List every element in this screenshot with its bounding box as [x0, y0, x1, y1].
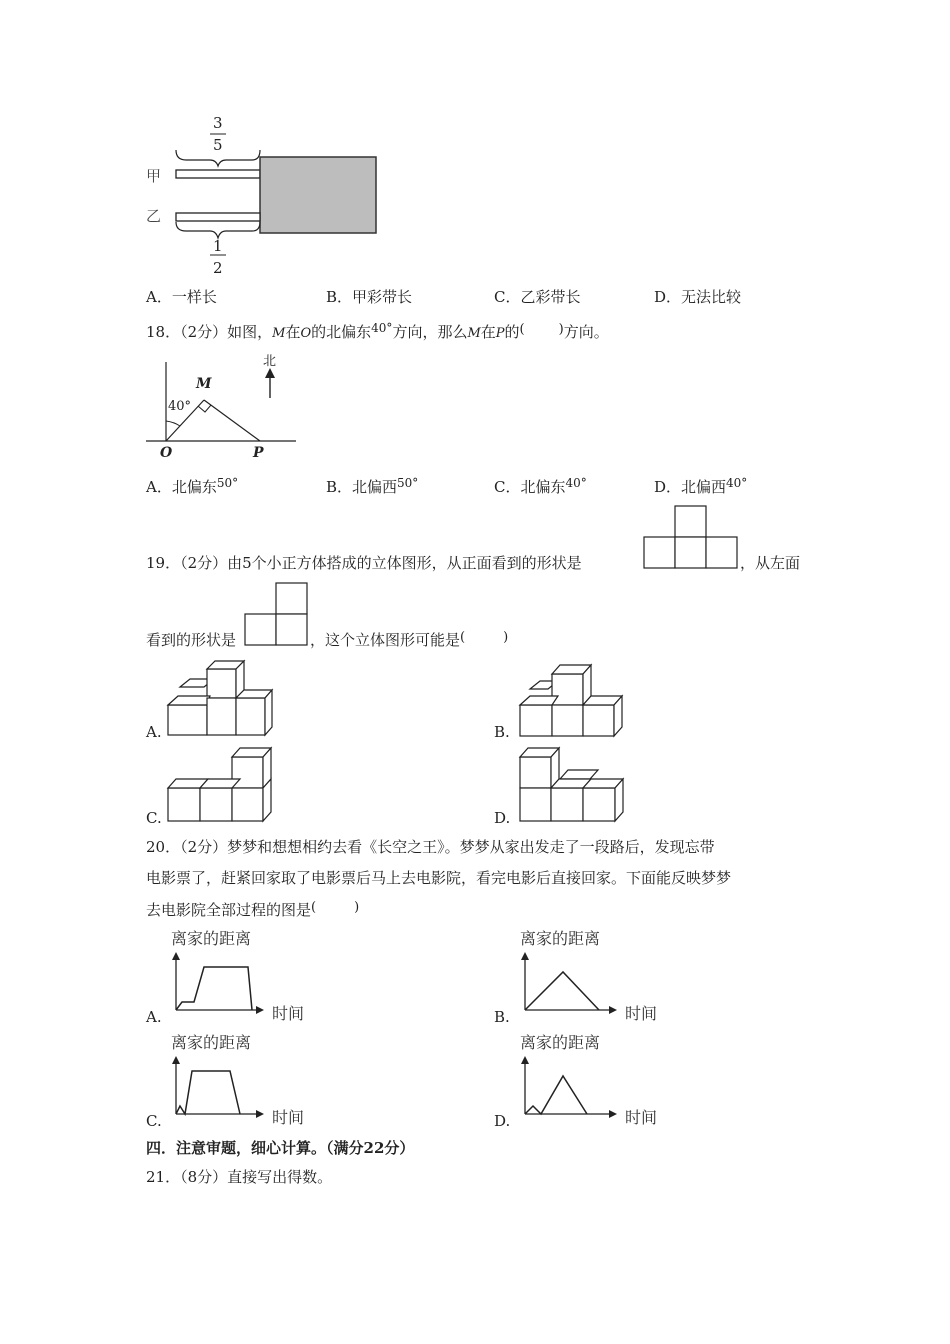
q20-line1: 20．（2分）梦梦和想想相约去看《长空之王》。梦梦从家出发走了一段路后，发现忘带 — [146, 838, 715, 856]
fig-p-label: P — [253, 445, 264, 461]
q19-figure-b[interactable] — [518, 660, 630, 740]
frac-top-num: 3 — [213, 114, 223, 132]
q18-stem: 18．（2分）如图，M在O的北偏东$^{40^\circ}$方向，那么M在P的( )方向。 — [146, 321, 609, 341]
fig-angle-label: 40° — [168, 399, 192, 414]
left-view-figure — [244, 582, 310, 648]
q18-option-b[interactable]: B．北偏西$^{50^\circ}$ — [326, 476, 419, 496]
fig-north-label: 北 — [263, 354, 277, 369]
q19-figure-d[interactable] — [518, 745, 630, 825]
graph-c-ylabel: 离家的距离 — [171, 1033, 252, 1052]
q17-option-d[interactable]: D．无法比较 — [654, 288, 742, 306]
q20-graph-a[interactable] — [168, 950, 268, 1020]
q19-line1-end: ，从左面 — [740, 554, 801, 572]
q18-option-d[interactable]: D．北偏西$^{40^\circ}$ — [654, 476, 748, 496]
graph-d-ylabel: 离家的距离 — [520, 1033, 601, 1052]
q17-option-b[interactable]: B．甲彩带长 — [326, 288, 413, 306]
q17-option-a[interactable]: A．一样长 — [146, 288, 217, 306]
q18-option-c[interactable]: C．北偏东$^{40^\circ}$ — [494, 476, 587, 496]
ribbon-jia — [176, 170, 260, 178]
q20-graph-b[interactable] — [517, 950, 621, 1020]
right-angle-mark — [198, 405, 211, 412]
q20-graph-d[interactable] — [517, 1054, 621, 1124]
frac-bottom-num: 1 — [213, 237, 223, 255]
q19-line2-start: 看到的形状是 — [146, 631, 237, 649]
q20-line3: 去电影院全部过程的图是( ) — [146, 900, 360, 919]
q19-figure-a[interactable] — [166, 658, 278, 738]
angle-arc — [166, 421, 180, 426]
fig-o-label: O — [160, 445, 173, 461]
q20-option-b[interactable]: B. — [494, 1008, 510, 1026]
q19-option-c[interactable]: C. — [146, 809, 162, 827]
graph-d-xlabel: 时间 — [625, 1108, 658, 1127]
front-view-figure — [643, 505, 739, 569]
q18-option-a[interactable]: A．北偏东$^{50^\circ}$ — [146, 476, 239, 496]
fig-m-label: M — [196, 376, 212, 392]
frac-top-den: 5 — [213, 136, 223, 154]
q19-figure-c[interactable] — [166, 745, 278, 825]
q19-option-b[interactable]: B. — [494, 723, 510, 741]
mp-line — [204, 400, 260, 441]
gray-box — [260, 157, 376, 233]
q20-option-d[interactable]: D. — [494, 1112, 511, 1130]
q20-graph-c[interactable] — [168, 1054, 268, 1124]
q21-stem: 21．（8分）直接写出得数。 — [146, 1168, 333, 1186]
section-4-heading: 四．注意审题，细心计算。（满分22分） — [146, 1139, 415, 1157]
q19-option-d[interactable]: D. — [494, 809, 511, 827]
label-jia: 甲 — [146, 167, 162, 185]
ribbon-yi — [176, 213, 260, 221]
q19-option-a[interactable]: A. — [146, 723, 162, 741]
graph-b-xlabel: 时间 — [625, 1004, 658, 1023]
frac-bottom-den: 2 — [213, 259, 223, 277]
graph-a-ylabel: 离家的距离 — [171, 929, 252, 948]
q20-option-c[interactable]: C. — [146, 1112, 162, 1130]
q20-option-a[interactable]: A. — [146, 1008, 162, 1026]
q19-line2-mid: ，这个立体图形可能是( ) — [310, 630, 509, 649]
graph-c-xlabel: 时间 — [272, 1108, 305, 1127]
q19-line1: 19．（2分）由5个小正方体搭成的立体图形，从正面看到的形状是 — [146, 554, 582, 572]
graph-a-xlabel: 时间 — [272, 1004, 305, 1023]
ribbon-figure — [140, 110, 390, 285]
label-yi: 乙 — [146, 207, 162, 225]
north-arrow-head — [265, 368, 275, 378]
q20-line2: 电影票了，赶紧回家取了电影票后马上去电影院，看完电影后直接回家。下面能反映梦梦 — [146, 869, 732, 887]
q17-option-c[interactable]: C．乙彩带长 — [494, 288, 581, 306]
graph-b-ylabel: 离家的距离 — [520, 929, 601, 948]
